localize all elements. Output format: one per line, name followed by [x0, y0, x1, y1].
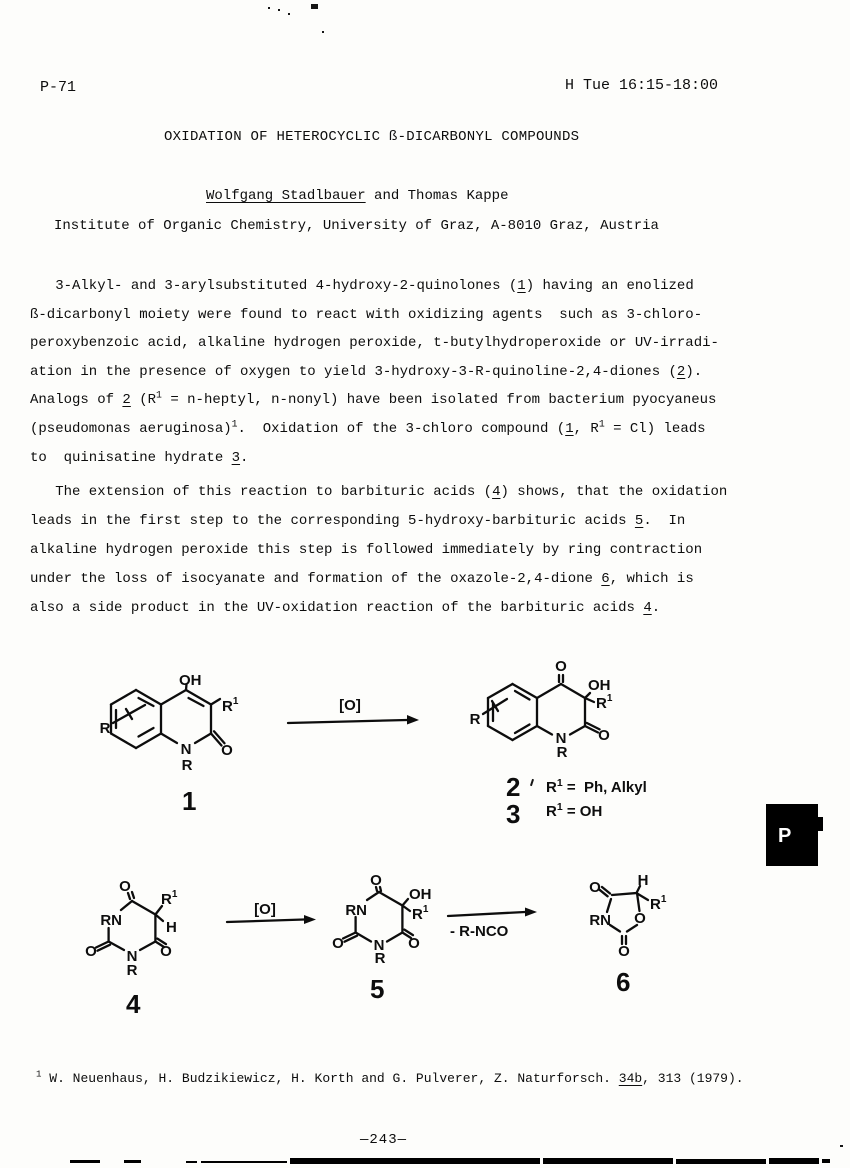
section-tab-letter: P	[778, 825, 792, 847]
paragraph-1: 3-Alkyl- and 3-arylsubstituted 4-hydroxy-2-quinolones (1) having an enolized ß-dicarbonyl moiety were found to react with oxidizing agents such as 3-chloro- peroxybenzoic acid, alkaline hydrogen peroxide, t-butylhydroperoxide or UV-irradi- ation in the presence of oxygen to yield 3-hydroxy-3-R-quinoline-2,4-diones (2). Analogs of 2 ($R^1$ = n-heptyl, n-nonyl) have been isolated from bacterium pyocyaneus (pseudomonas aeruginosa)$^1$. Oxidation of the 3-chloro compound (1, $R^1 = Cl$) leads to quinisatine hydrate 3.	[30, 278, 719, 466]
structure-5-hydroxybarbituric-acid	[325, 870, 445, 970]
structure-4-barbituric-acid	[75, 875, 195, 980]
h-label: H	[637, 872, 649, 889]
page-number: —243—	[360, 1132, 408, 1148]
carbonyl-o-label: O	[221, 742, 233, 759]
compound-number-1: 1	[182, 786, 197, 816]
n-substituent-r-label: R	[374, 950, 386, 967]
c2-o-label: O	[332, 935, 344, 952]
scan-speck	[311, 4, 318, 9]
scan-speck	[840, 1145, 843, 1147]
ring-n-label: N	[126, 948, 138, 965]
hydroxy-label: OH	[409, 886, 432, 903]
c4-o-label: O	[160, 943, 172, 960]
n-substituent-r-label: R	[556, 744, 568, 761]
structure-1-hydroxyquinolone	[85, 655, 245, 780]
c2-o-label: O	[85, 943, 97, 960]
compound-number-4: 4	[126, 989, 141, 1019]
r1-label: $R^1$	[161, 889, 178, 908]
scan-speck	[268, 7, 270, 9]
rn-label: RN	[589, 912, 611, 929]
oxidant-label: [O]	[254, 901, 276, 918]
ring-bonds	[111, 690, 211, 748]
arrowhead	[304, 915, 316, 924]
scan-speck	[278, 9, 280, 11]
hydroxy-label: OH	[588, 677, 611, 694]
scan-speck	[818, 817, 823, 831]
affiliation: Institute of Organic Chemistry, University of Graz, A-8010 Graz, Austria	[54, 218, 659, 234]
rn-label: RN	[100, 912, 122, 929]
authors-line: Wolfgang Stadlbauer and Thomas Kappe	[206, 188, 509, 204]
structure-6-oxazoledione	[570, 870, 680, 970]
compound-number-2: 2	[506, 772, 521, 802]
reaction-arrow-isocyanate-loss	[440, 896, 545, 941]
scan-speck	[530, 779, 534, 786]
c4-o-label: O	[408, 935, 420, 952]
r1-definition-2: $R^1 = Ph$, Alkyl	[546, 777, 647, 796]
oxidant-label: [O]	[339, 697, 361, 714]
compound-number-3: 3	[506, 799, 521, 829]
c6-o-label: O	[119, 878, 131, 895]
c4-o-label: O	[555, 658, 567, 675]
leaving-group-label: - R-NCO	[450, 923, 509, 940]
rn-label: RN	[345, 902, 367, 919]
paper-title: OXIDATION OF HETEROCYCLIC ß-DICARBONYL COMPOUNDS	[164, 129, 580, 145]
compound-number-6: 6	[616, 967, 631, 997]
c6-o-label: O	[370, 872, 382, 889]
arrowhead	[525, 908, 537, 917]
footnote-reference: $^1$ W. Neuenhaus, H. Budzikiewicz, H. Korth and G. Pulverer, Z. Naturforsch. 34b, 313 (1979).	[36, 1068, 744, 1086]
r1-definition-3: $R^1$ = OH	[546, 801, 603, 820]
r1-label: $R^1$	[650, 894, 667, 913]
section-tab-p	[766, 804, 818, 866]
substituent-bonds	[483, 675, 600, 733]
session-time: H Tue 16:15-18:00	[565, 77, 719, 94]
structure-2-3-quinolinedione	[455, 650, 625, 765]
n-substituent-r-label: R	[181, 757, 193, 774]
c4-o-label: O	[589, 879, 601, 896]
n-substituent-r-label: R	[126, 962, 138, 979]
c2-o-label: O	[598, 727, 610, 744]
r1-label: $R^1$	[412, 904, 429, 923]
paragraph-2: The extension of this reaction to barbituric acids (4) shows, that the oxidation leads in the first step to the corresponding 5-hydroxy-barbituric acids 5. In alkaline hydrogen peroxide this step is followed immediately by ring contraction under the loss of isocyanate and formation of the oxazole-2,4-dione 6, which is also a side product in the UV-oxidation reaction of the barbituric acids 4.	[30, 484, 728, 616]
aryl-r-label: R	[469, 711, 481, 728]
r1-label: $R^1$	[222, 696, 239, 715]
reaction-arrow-oxidation-2	[220, 898, 320, 928]
ring-n-label: N	[180, 741, 192, 758]
poster-code: P-71	[40, 79, 77, 96]
ring-n-label: N	[555, 730, 567, 747]
ring-bonds	[488, 684, 585, 740]
reaction-arrow-oxidation-1	[285, 693, 420, 731]
aryl-r-label: R	[99, 720, 111, 737]
ring-n-label: N	[373, 937, 385, 954]
hydroxy-label: OH	[179, 672, 202, 689]
ring-o-label: O	[634, 910, 646, 927]
compound-number-5: 5	[370, 974, 385, 1004]
scan-speck	[322, 31, 324, 33]
scan-speck	[288, 13, 290, 15]
c2-o-label: O	[618, 943, 630, 960]
r1-label: $R^1$	[596, 693, 613, 712]
arrowhead	[407, 715, 419, 725]
h-label: H	[166, 919, 177, 936]
